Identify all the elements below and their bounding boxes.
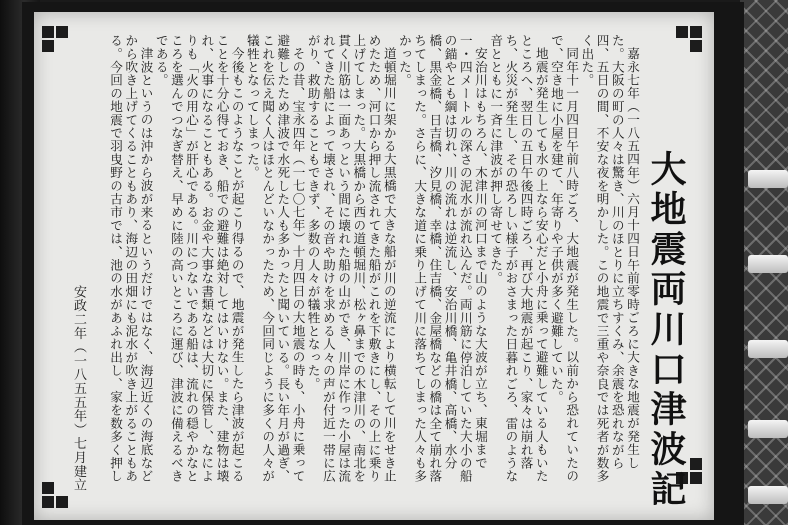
paragraph: その昔、宝永四年（一七〇七年）十月四日の大地震の時も、小舟に乗って避難したため津波で水死した人も多かったと聞いている。長い年月が過ぎ、これを伝え聞く人はほとんどいなかったため、今回同じように多くの人々が犠牲となってしまった。 xyxy=(244,34,306,483)
paragraph: 地震が発生しても水の上なら安心だと小舟に乗って避難している人もいたところへ、翌日の五日午後四時ごろ、再び大地震が起こり、家々は崩れ落ち、火災が発生し、その恐ろしい様子がおさまった日暮れごろ、雷のような音とともに一斉に津波が押し寄せてきた。 xyxy=(488,34,549,483)
corner-ornament xyxy=(42,26,72,56)
fence-pipe xyxy=(748,340,788,358)
paragraph: 津波というのは沖から波が来るというだけではなく、海辺近くの海底などから吹き上げてくることもあり、海辺の田畑にも泥水が吹き上がることもある。今回の地震で羽曳野の古市では、池の水があふれ出し、家を数多く押し xyxy=(108,34,154,483)
corner-ornament xyxy=(42,482,72,512)
paragraph: 道頓堀川に架かる大黒橋で大きな船が川の逆流により横転して川をせき止めたため、河口から押し流されてきた船がこれを下敷きにし、その上に乗り上げてしまった。大黒橋から西の道頓堀川、松ヶ鼻までの木津川の、南北を貫く川筋は一面あっという間に壊れた船の山ができ、川岸に作った小屋は流れてきた船によって壊され、その音や助けを求める人々の声が付近一帯に広がり、救助することもできず、多数の人々が犠牲となった。 xyxy=(305,34,397,483)
erection-date: 安政二年（一八五五年）七月建立 xyxy=(71,285,86,492)
corner-ornament xyxy=(676,26,706,56)
fence-pipe xyxy=(748,486,788,504)
paragraph: 同年十一月四日午前八時ごろ、大地震が発生した。以前から恐れていたので、空き地に小屋を建て、年寄りや子供が多く避難していた。 xyxy=(548,34,580,483)
inscription-text xyxy=(108,34,640,489)
paragraph: 安治川はもちろん、木津川の河口まで山のような大波が立ち、東堀まで一・四メートルの深さの泥水が流れ込んだ。両川筋に停泊していた大小の船の錨やとも綱は切れ、川の流れは逆流し、安治川橋、亀井橋、高橋、水分橋、黒金橋、日吉橋、汐見橋、幸橋、住吉橋、金屋橋などの橋は全て崩れ落ちてしまった。さらに、大きな道に乗り上げて川に落ちてしまった人々も多かった。 xyxy=(396,34,488,483)
fence-pipe xyxy=(748,255,788,273)
fence-pipe xyxy=(748,420,788,438)
paragraph: 今後もこのようなことが起こり得るので、地震が発生したら津波が起こることを十分心得ておき、船での避難は絶対してはいけない。また、建物は壊れ、火事になることもある。お金や大事な書類などは大切に保管し、なによりも「火の用心」が肝心である。川につないである船は、流れの穏やかなところを選んでつなぎ替え、早めに陸の高いところに運び、津波に備えるべきである。 xyxy=(153,34,245,483)
fence-pipe xyxy=(748,170,788,188)
sign-title: 大地震両川口津波記 xyxy=(645,150,687,510)
paragraph: 嘉永七年（一八五四年）六月十四日午前零時ごろに大きな地震が発生した。大阪の町の人々は驚き、川のほとりに立ちすくみ、余震を恐れながら四、五日の間、不安な夜を明かした。この地震で三重や奈良では死者が数多く出た。 xyxy=(579,34,640,483)
